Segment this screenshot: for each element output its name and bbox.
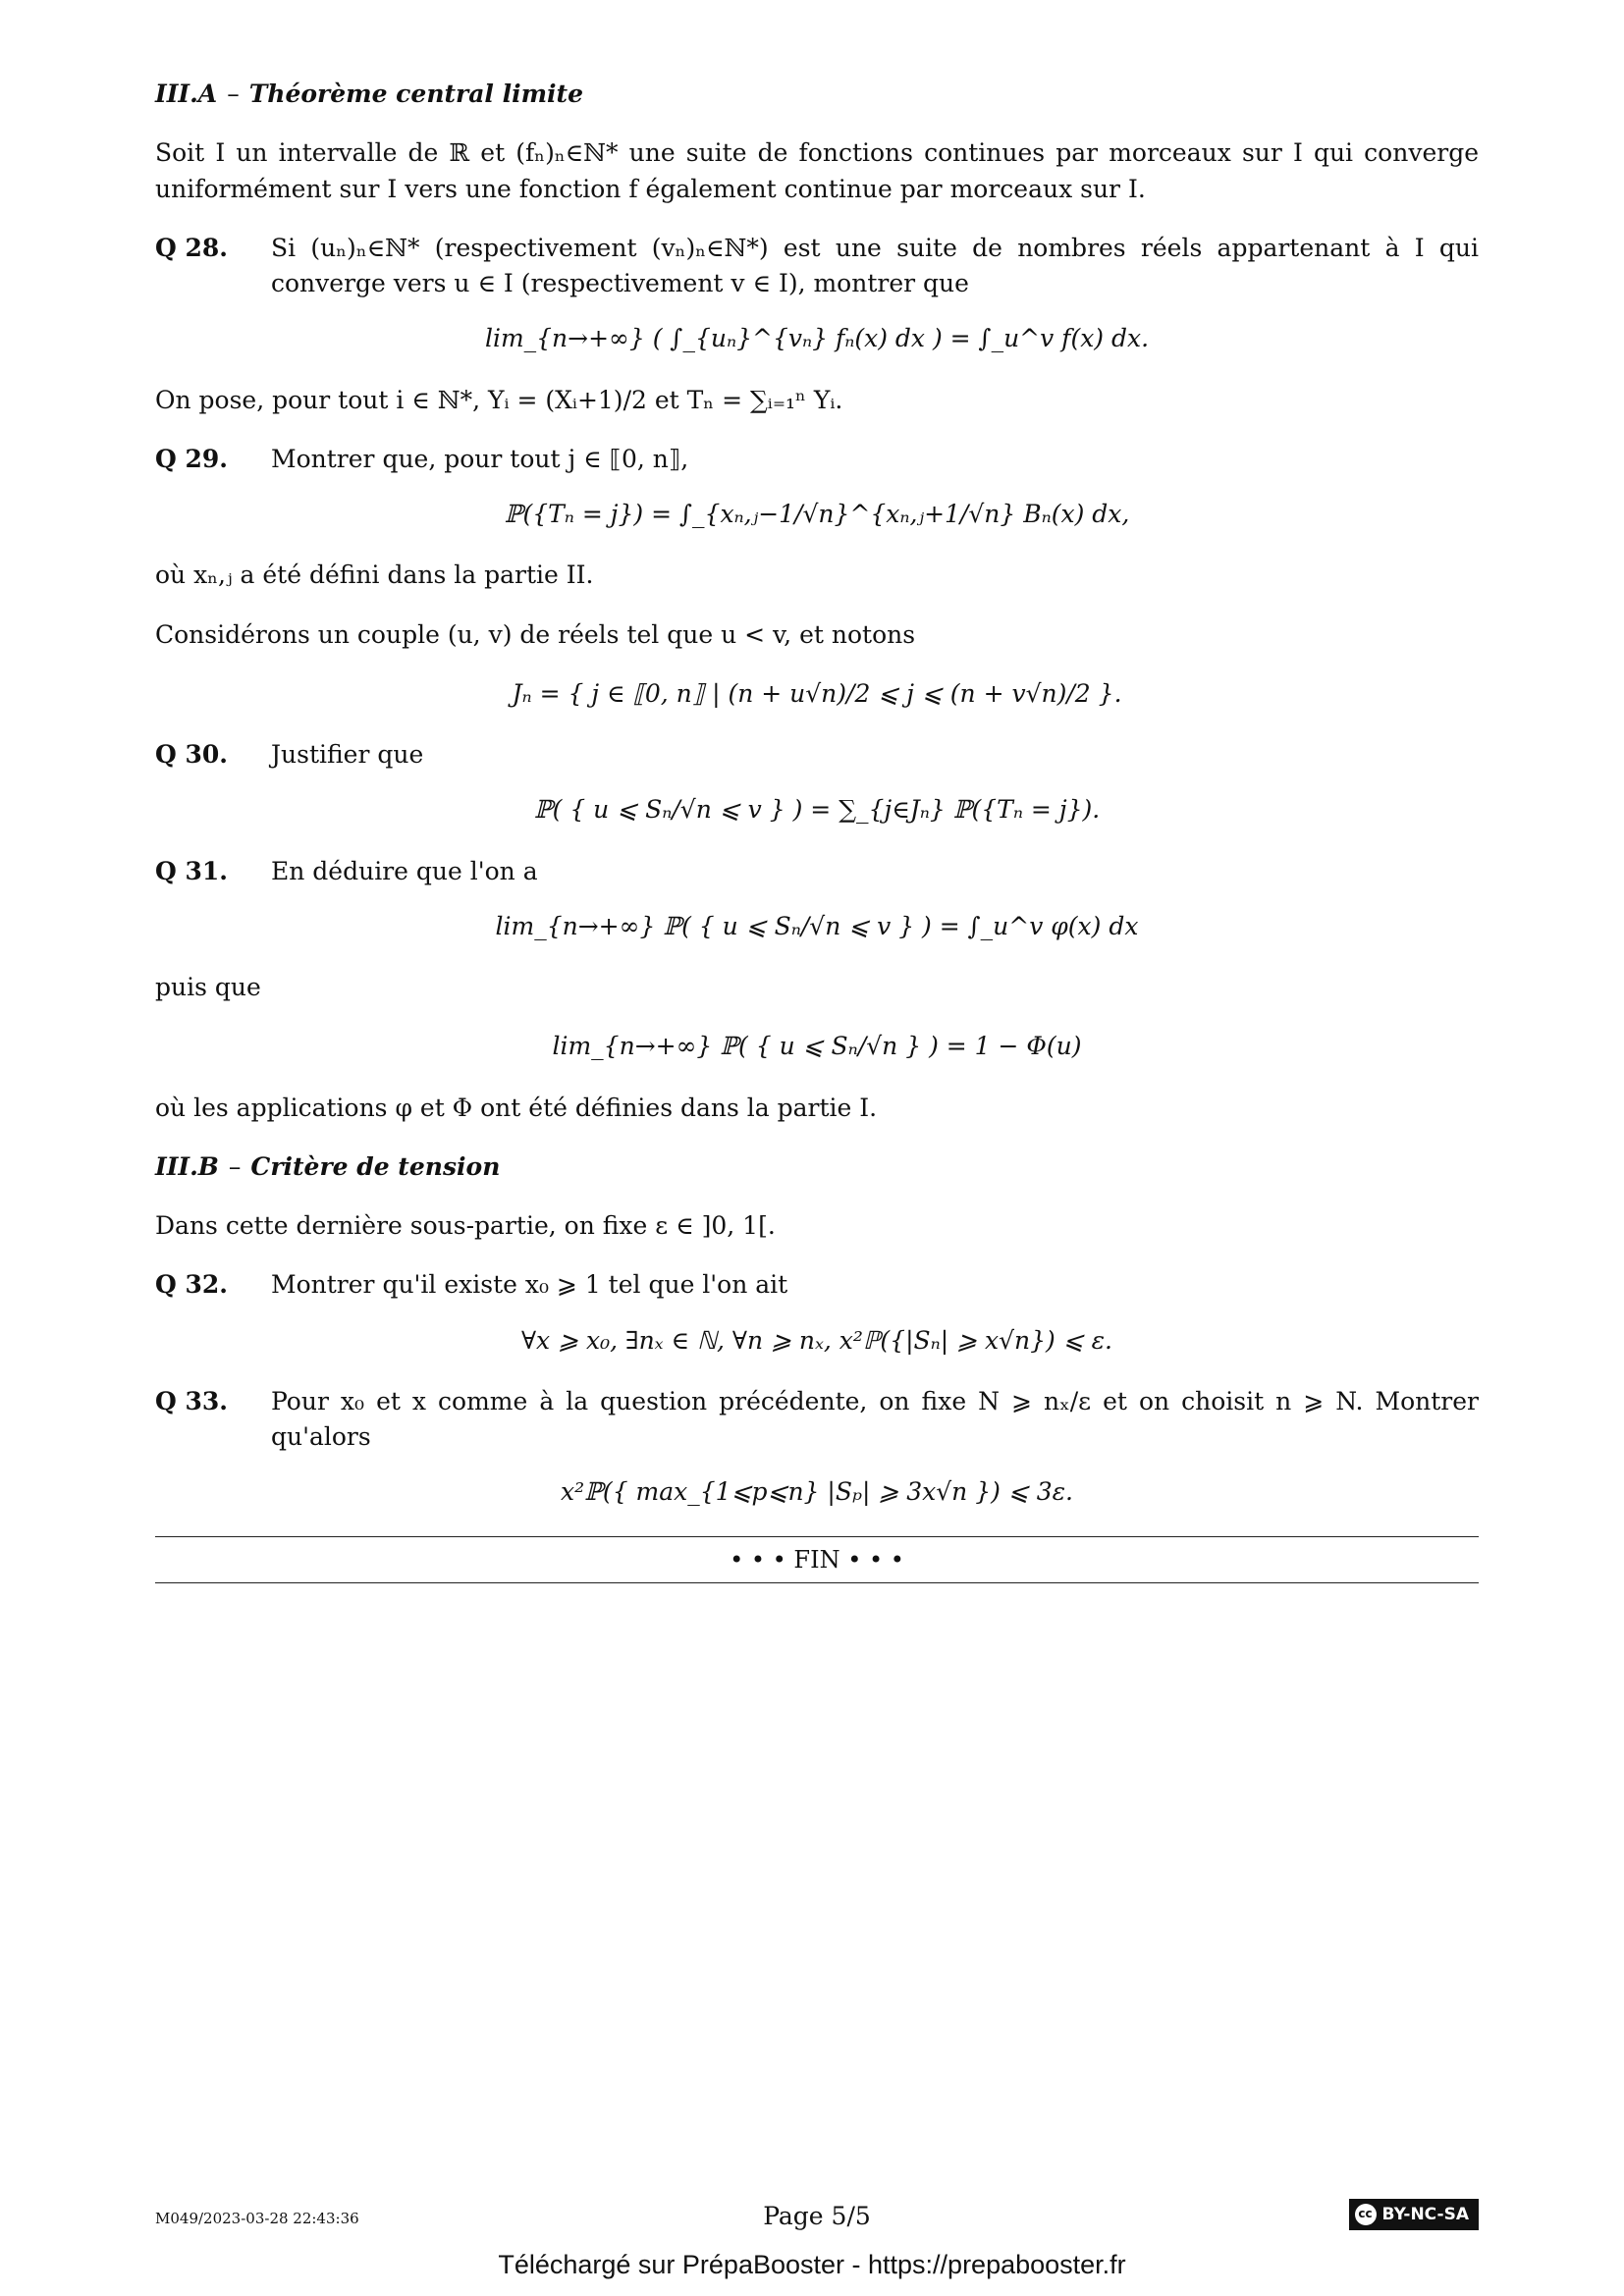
question-number: Q 31. xyxy=(155,856,228,885)
formula-q31-b: lim_{n→+∞} ℙ( { u ⩽ Sₙ/√n } ) = 1 − Φ(u) xyxy=(552,1032,1082,1061)
download-notice: Téléchargé sur PrépaBooster - https://prepabooster.fr xyxy=(498,2250,1126,2279)
formula-q28: lim_{n→+∞} ( ∫_{uₙ}^{vₙ} fₙ(x) dx ) = ∫_u^v f(x) dx. xyxy=(484,324,1150,353)
section-number: III.B xyxy=(155,1151,219,1181)
section-heading-b xyxy=(155,1149,1479,1185)
formula-q33: x²ℙ({ max_{1⩽p⩽n} |Sₚ| ⩾ 3x√n }) ⩽ 3ε. xyxy=(561,1477,1073,1507)
section-title: Théorème central limite xyxy=(248,80,584,108)
question-33 xyxy=(155,1384,1479,1456)
q29-note: où xₙ,ⱼ a été défini dans la partie II. xyxy=(155,561,594,590)
formula-q32: ∀x ⩾ x₀, ∃nₓ ∈ ℕ, ∀n ⩾ nₓ, x²ℙ({|Sₙ| ⩾ x√n}) ⩽ ε. xyxy=(520,1325,1113,1355)
question-text: Montrer que, pour tout j ∈ ⟦0, n⟧, xyxy=(271,444,689,473)
question-text: Si (uₙ)ₙ∈ℕ* (respectivement (vₙ)ₙ∈ℕ*) est une suite de nombres réels appartenant à I qui converge vers u ∈ I (respectivement v ∈ I), montrer que xyxy=(271,233,1479,297)
section-heading-a xyxy=(155,77,1479,112)
definition-paragraph: On pose, pour tout i ∈ ℕ*, Yᵢ = (Xᵢ+1)/2 et Tₙ = ∑ᵢ₌₁ⁿ Yᵢ. xyxy=(155,385,843,414)
section-separator: – xyxy=(227,80,240,108)
intro-b-paragraph: Dans cette dernière sous-partie, on fixe ε ∈ ]0, 1[. xyxy=(155,1211,776,1240)
license-badge xyxy=(1349,2199,1479,2230)
q31-note: où les applications φ et Φ ont été définies dans la partie I. xyxy=(155,1093,878,1122)
divider-bottom xyxy=(155,1582,1479,1583)
document-body xyxy=(155,77,1479,1583)
document-code: M049/2023-03-28 22:43:36 xyxy=(155,2210,359,2227)
question-text: Justifier que xyxy=(271,740,424,769)
formula-q29: ℙ({Tₙ = j}) = ∫_{xₙ,ⱼ−1/√n}^{xₙ,ⱼ+1/√n} Bₙ(x) dx, xyxy=(504,500,1130,528)
question-30 xyxy=(155,737,1479,773)
question-29 xyxy=(155,442,1479,477)
question-number: Q 32. xyxy=(155,1270,228,1300)
question-32 xyxy=(155,1267,1479,1303)
couple-paragraph: Considérons un couple (u, v) de réels tel que u < v, et notons xyxy=(155,619,916,649)
question-text: Montrer qu'il existe x₀ ⩾ 1 tel que l'on ait xyxy=(271,1270,788,1300)
section-number: III.A xyxy=(155,80,218,108)
formula-q30: ℙ( { u ⩽ Sₙ/√n ⩽ v } ) = ∑_{j∈Jₙ} ℙ({Tₙ = j}). xyxy=(533,795,1101,825)
question-text: Pour x₀ et x comme à la question précédente, on fixe N ⩾ nₓ/ε et on choisit n ⩾ N. Montrer qu'alors xyxy=(271,1386,1479,1451)
question-28 xyxy=(155,231,1479,302)
page-number: Page 5/5 xyxy=(763,2202,871,2230)
question-31 xyxy=(155,854,1479,889)
section-title: Critère de tension xyxy=(250,1151,501,1181)
section-separator: – xyxy=(228,1151,242,1181)
page-footer xyxy=(155,2199,1479,2238)
intro-paragraph: Soit I un intervalle de ℝ et (fₙ)ₙ∈ℕ* une suite de fonctions continues par morceaux sur I qui converge uniformément sur I vers une fonction f également continue par morceaux sur I. xyxy=(155,138,1479,203)
question-number: Q 29. xyxy=(155,444,228,473)
end-marker: • • • FIN • • • xyxy=(730,1545,904,1574)
question-number: Q 30. xyxy=(155,740,228,769)
creative-commons-icon: cc xyxy=(1355,2204,1377,2225)
question-number: Q 28. xyxy=(155,233,228,262)
formula-q31-a: lim_{n→+∞} ℙ( { u ⩽ Sₙ/√n ⩽ v } ) = ∫_u^v φ(x) dx xyxy=(495,911,1139,940)
question-number: Q 33. xyxy=(155,1386,228,1415)
formula-jn: Jₙ = { j ∈ ⟦0, n⟧ | (n + u√n)/2 ⩽ j ⩽ (n + v√n)/2 }. xyxy=(512,678,1122,708)
question-text: En déduire que l'on a xyxy=(271,856,538,885)
license-label: BY-NC-SA xyxy=(1381,2204,1469,2224)
puis-paragraph: puis que xyxy=(155,973,261,1001)
